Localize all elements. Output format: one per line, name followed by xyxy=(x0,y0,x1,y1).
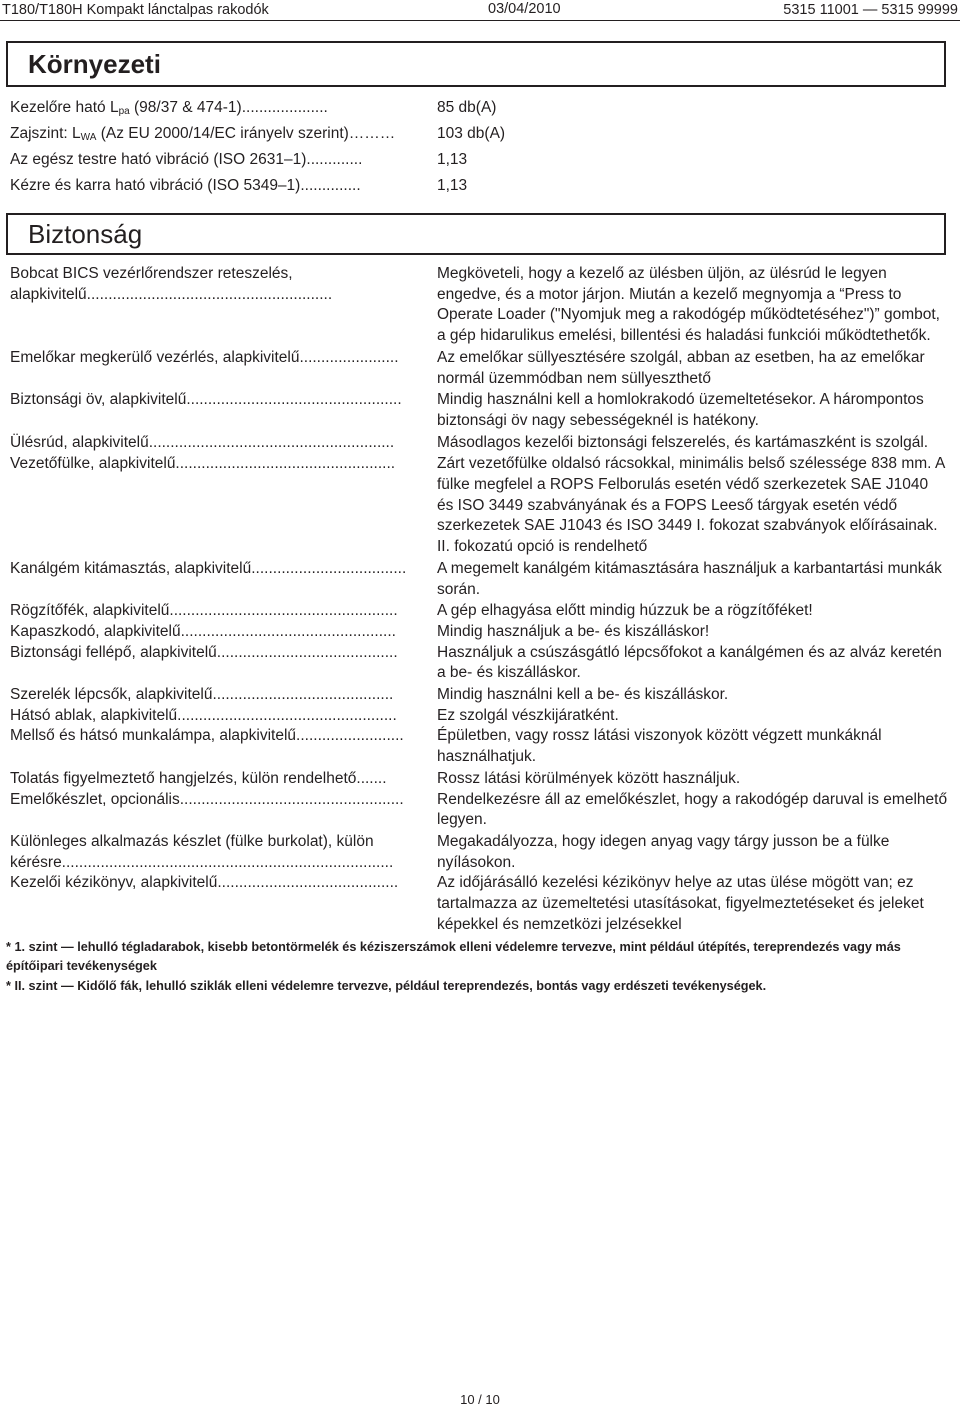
safety-description: Másodlagos kezelői biztonsági felszerelés, és kartámaszként is szolgál. xyxy=(437,433,929,451)
safety-row xyxy=(0,726,960,767)
safety-feature: Kanálgém kitámasztás, alapkivitelű.................................... xyxy=(10,559,407,577)
safety-feature: Kapaszkodó, alapkivitelű.................................................. xyxy=(10,622,396,640)
footnote-level-2: * II. szint — Kidőlő fák, lehulló sziklák elleni védelemre tervezve, például tereprendezés, bontás vagy erdészeti tevékenységek. xyxy=(6,978,767,993)
section-title-text: Biztonság xyxy=(28,218,143,249)
env-label: Zajszint: $L_{WA}$ (Az EU 2000/14/EC irányelv szerint)……… xyxy=(10,125,396,143)
page-header xyxy=(0,0,960,21)
safety-feature: Hátsó ablak, alapkivitelű................................................... xyxy=(10,706,397,724)
safety-description: Rossz látási körülmények között használjuk. xyxy=(437,769,741,787)
safety-feature: Kezelői kézikönyv, alapkivitelű.......................................... xyxy=(10,874,399,892)
serial-range: 5315 11001 — 5315 99999 xyxy=(783,2,958,18)
safety-row xyxy=(0,390,960,431)
safety-row xyxy=(0,264,960,347)
document-date: 03/04/2010 xyxy=(488,1,561,17)
safety-row xyxy=(0,685,960,706)
safety-row xyxy=(0,454,960,558)
safety-feature: Ülésrúd, alapkivitelű......................................................... xyxy=(10,433,395,451)
safety-feature: Emelőkészlet, opcionális.................................................... xyxy=(10,790,404,808)
env-row xyxy=(0,95,960,121)
safety-feature: Emelőkar megkerülő vezérlés, alapkivitelű....................... xyxy=(10,348,399,366)
footnote-level-1: * 1. szint — lehulló tégladarabok, kisebb betontörmelék és kéziszerszámok elleni védelemre tervezve, mint például útépítés, tereprendezés vagy más építőipari tevékenységek xyxy=(6,939,901,973)
safety-row xyxy=(0,790,960,831)
safety-feature: Tolatás figyelmeztető hangjelzés, külön rendelhető....... xyxy=(10,769,387,787)
safety-description: Használjuk a csúszásgátló lépcsőfokot a kanálgémen és az alváz keretén a be- és kiszálláskor. xyxy=(437,643,942,682)
safety-description: Az emelőkar süllyesztésére szolgál, abban az esetben, ha az emelőkar normál üzemmódban nem süllyeszthető xyxy=(437,348,925,387)
safety-row xyxy=(0,769,960,790)
safety-description: Ez szolgál vészkijáratként. xyxy=(437,706,619,724)
safety-row xyxy=(0,706,960,727)
safety-row xyxy=(0,559,960,600)
safety-row xyxy=(0,622,960,643)
safety-description: Megakadályozza, hogy idegen anyag vagy tárgy jusson be a fülke nyílásokon. xyxy=(437,832,890,871)
safety-feature: Szerelék lépcsők, alapkivitelű.......................................... xyxy=(10,686,394,704)
env-row xyxy=(0,147,960,173)
safety-description: A gép elhagyása előtt mindig húzzuk be a rögzítőféket! xyxy=(437,602,813,620)
safety-row xyxy=(0,873,960,935)
env-row xyxy=(0,173,960,199)
safety-feature: Bobcat BICS vezérlőrendszer reteszelés, alapkivitelű......................................................... xyxy=(10,265,333,303)
env-value: 1,13 xyxy=(437,151,468,168)
safety-description: Rendelkezésre áll az emelőkészlet, hogy a rakodógép daruval is emelhető legyen. xyxy=(437,790,948,829)
safety-description: Mindig használni kell a homlokrakodó üzemeltetésekor. A hárompontos biztonsági öv nagy sebességeknél is hatékony. xyxy=(437,391,924,429)
safety-description: Mindig használni kell a be- és kiszálláskor. xyxy=(437,686,729,704)
safety-row xyxy=(0,348,960,389)
safety-row xyxy=(0,643,960,684)
env-label: Kezelőre ható $L_{pa}$ (98/37 & 474-1).................... xyxy=(10,99,328,117)
page-number: 10 / 10 xyxy=(460,1392,500,1407)
safety-feature: Biztonsági öv, alapkivitelű.................................................. xyxy=(10,391,402,409)
safety-feature: Különleges alkalmazás készlet (fülke burkolat), külön kérésre............................................................................. xyxy=(10,832,394,871)
safety-feature: Biztonsági fellépő, alapkivitelű.......................................... xyxy=(10,643,398,661)
section-title-text: Környezeti xyxy=(28,48,161,79)
safety-row xyxy=(0,601,960,622)
safety-row xyxy=(0,433,960,454)
document-title: T180/T180H Kompakt lánctalpas rakodók xyxy=(2,2,269,18)
safety-feature: Vezetőfülke, alapkivitelű................................................... xyxy=(10,455,396,473)
safety-feature: Rögzítőfék, alapkivitelű..................................................... xyxy=(10,602,398,620)
section-title-environmental xyxy=(6,41,946,87)
safety-description: Megköveteli, hogy a kezelő az ülésben üljön, az ülésrúd le legyen engedve, és a motor járjon. Miután a kezelő megnyomja a “Press to Operate Loader ("Nyomjuk meg a rakodógép működtetéséhez")” gombot, a gép hidarulikus emelési, billentési és haladási funkciói működtethetők. xyxy=(437,265,940,345)
safety-row xyxy=(0,832,960,873)
safety-list xyxy=(0,264,960,936)
safety-description: Zárt vezetőfülke oldalsó rácsokkal, minimális belső szélessége 838 mm. A fülke megfelel a ROPS Felborulás esetén védő szerkezetek SAE J1040 és ISO 3449 szabványának és a FOPS Leeső tárgyak esetén védő szerkezetek SAE J1043 és ISO 3449 I. fokozat szabványok előírásainak. II. fokozatú opció is rendelhető xyxy=(437,455,945,556)
env-value: 1,13 xyxy=(437,177,468,194)
safety-description: Mindig használjuk a be- és kiszálláskor! xyxy=(437,622,710,640)
environmental-list xyxy=(0,95,960,199)
env-label: Az egész testre ható vibráció (ISO 2631–1)............. xyxy=(10,151,363,168)
footnotes xyxy=(0,938,960,997)
section-title-safety xyxy=(6,213,946,255)
safety-feature: Mellső és hátsó munkalámpa, alapkivitelű......................... xyxy=(10,727,404,745)
safety-description: Az időjárásálló kezelési kézikönyv helye az utas ülése mögött van; ez tartalmazza az üzemeltetési utasításokat, figyelmeztetéseket és jeleket képekkel és nemzetközi jelzésekkel xyxy=(437,874,924,933)
env-row xyxy=(0,121,960,147)
env-label: Kézre és karra ható vibráció (ISO 5349–1).............. xyxy=(10,177,361,194)
env-value: 85 db(A) xyxy=(437,99,497,116)
env-value: 103 db(A) xyxy=(437,125,506,142)
safety-description: Épületben, vagy rossz látási viszonyok között végzett munkáknál használhatjuk. xyxy=(437,727,882,766)
safety-description: A megemelt kanálgém kitámasztására használjuk a karbantartási munkák során. xyxy=(437,559,942,598)
